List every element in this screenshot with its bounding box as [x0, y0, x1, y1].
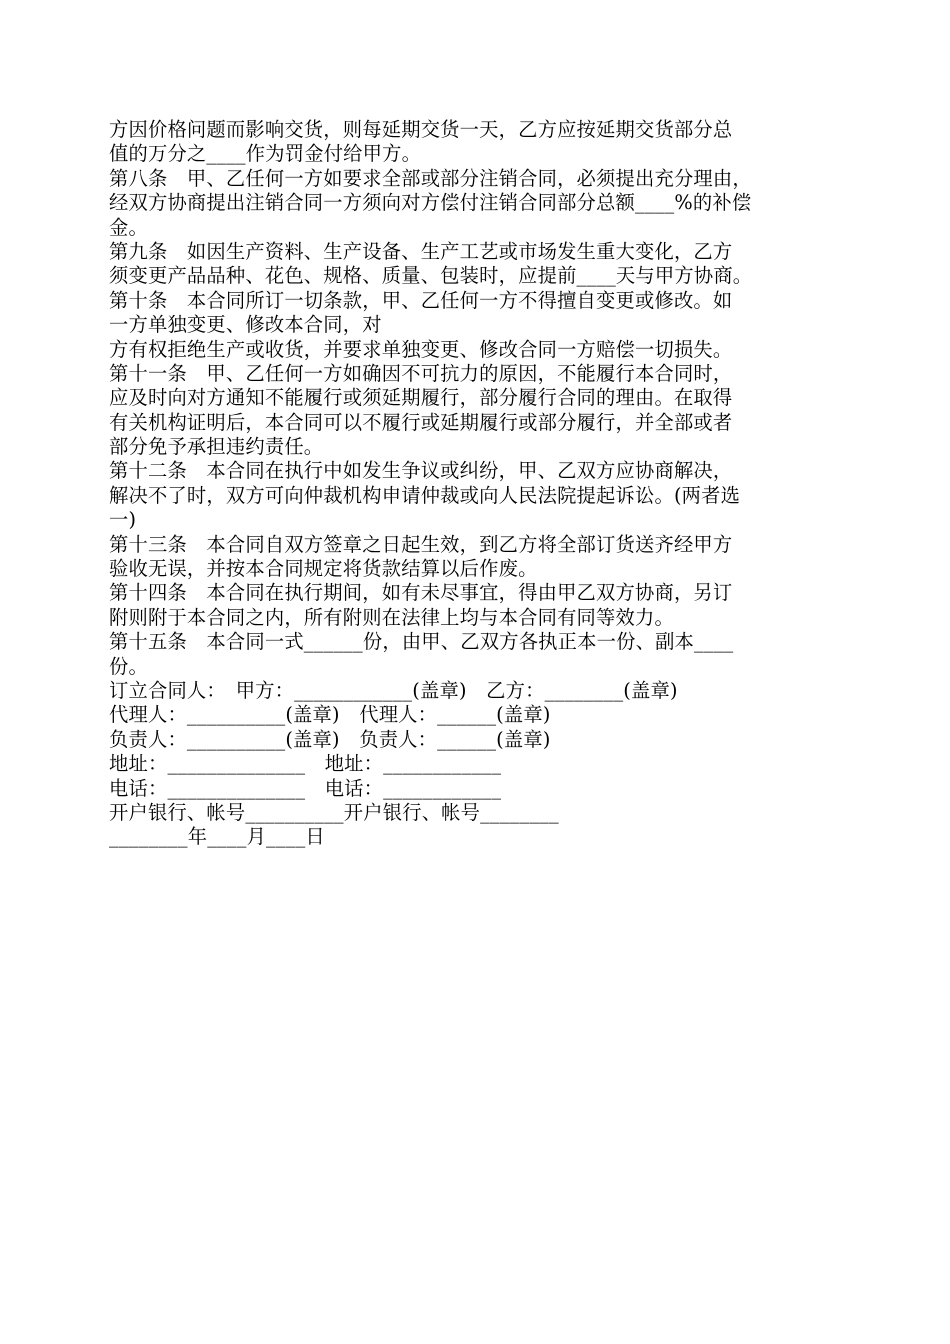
text-line: 值的万分之____作为罚金付给甲方。 [109, 142, 422, 166]
address-line: 地址：______________ 地址：____________ [109, 752, 502, 776]
text-line: 第十一条 甲、乙任何一方如确因不可抗力的原因，不能履行本合同时， [109, 361, 733, 385]
text-line: 一方单独变更、修改本合同，对 [109, 313, 382, 337]
signature-line: 订立合同人： 甲方：____________(盖章) 乙方：________(盖章) [109, 678, 678, 702]
text-line: 解决不了时，双方可向仲裁机构申请仲裁或向人民法院提起诉讼。(两者选 [109, 483, 741, 507]
text-line: 份。 [109, 654, 148, 678]
text-line: 第十三条 本合同自双方签章之日起生效，到乙方将全部订货送齐经甲方 [109, 532, 733, 556]
text-line: 第八条 甲、乙任何一方如要求全部或部分注销合同，必须提出充分理由， [109, 166, 752, 190]
text-line: 须变更产品品种、花色、规格、质量、包装时，应提前____天与甲方协商。 [109, 264, 753, 288]
responsible-person-line: 负责人：__________(盖章) 负责人：______(盖章) [109, 727, 551, 751]
text-line: 第十条 本合同所订一切条款，甲、乙任何一方不得擅自变更或修改。如 [109, 288, 733, 312]
text-line: 方有权拒绝生产或收货，并要求单独变更、修改合同一方赔偿一切损失。 [109, 337, 733, 361]
text-line: 应及时向对方通知不能履行或须延期履行，部分履行合同的理由。在取得 [109, 386, 733, 410]
date-line: ________年____月____日 [109, 825, 325, 849]
text-line: 有关机构证明后，本合同可以不履行或延期履行或部分履行，并全部或者 [109, 410, 733, 434]
text-line: 第十二条 本合同在执行中如发生争议或纠纷，甲、乙双方应协商解决， [109, 459, 733, 483]
text-line: 第九条 如因生产资料、生产设备、生产工艺或市场发生重大变化，乙方 [109, 239, 733, 263]
text-line: 部分免予承担违约责任。 [109, 435, 324, 459]
phone-line: 电话：______________ 电话：____________ [109, 776, 502, 800]
text-line: 第十四条 本合同在执行期间，如有未尽事宜，得由甲乙双方协商，另订 [109, 581, 733, 605]
bank-account-line: 开户银行、帐号__________开户银行、帐号________ [109, 800, 559, 824]
text-line: 经双方协商提出注销合同一方须向对方偿付注销合同部分总额____%的补偿 [109, 191, 752, 215]
agent-line: 代理人：__________(盖章) 代理人：______(盖章) [109, 703, 551, 727]
text-line: 金。 [109, 215, 148, 239]
text-line: 第十五条 本合同一式______份，由甲、乙双方各执正本一份、副本____ [109, 630, 734, 654]
text-line: 方因价格问题而影响交货，则每延期交货一天，乙方应按延期交货部分总 [109, 118, 733, 141]
text-line: 附则附于本合同之内，所有附则在法律上均与本合同有同等效力。 [109, 605, 674, 629]
contract-body [109, 118, 844, 850]
text-line: 一) [109, 508, 137, 532]
text-line: 验收无误，并按本合同规定将货款结算以后作废。 [109, 557, 538, 581]
